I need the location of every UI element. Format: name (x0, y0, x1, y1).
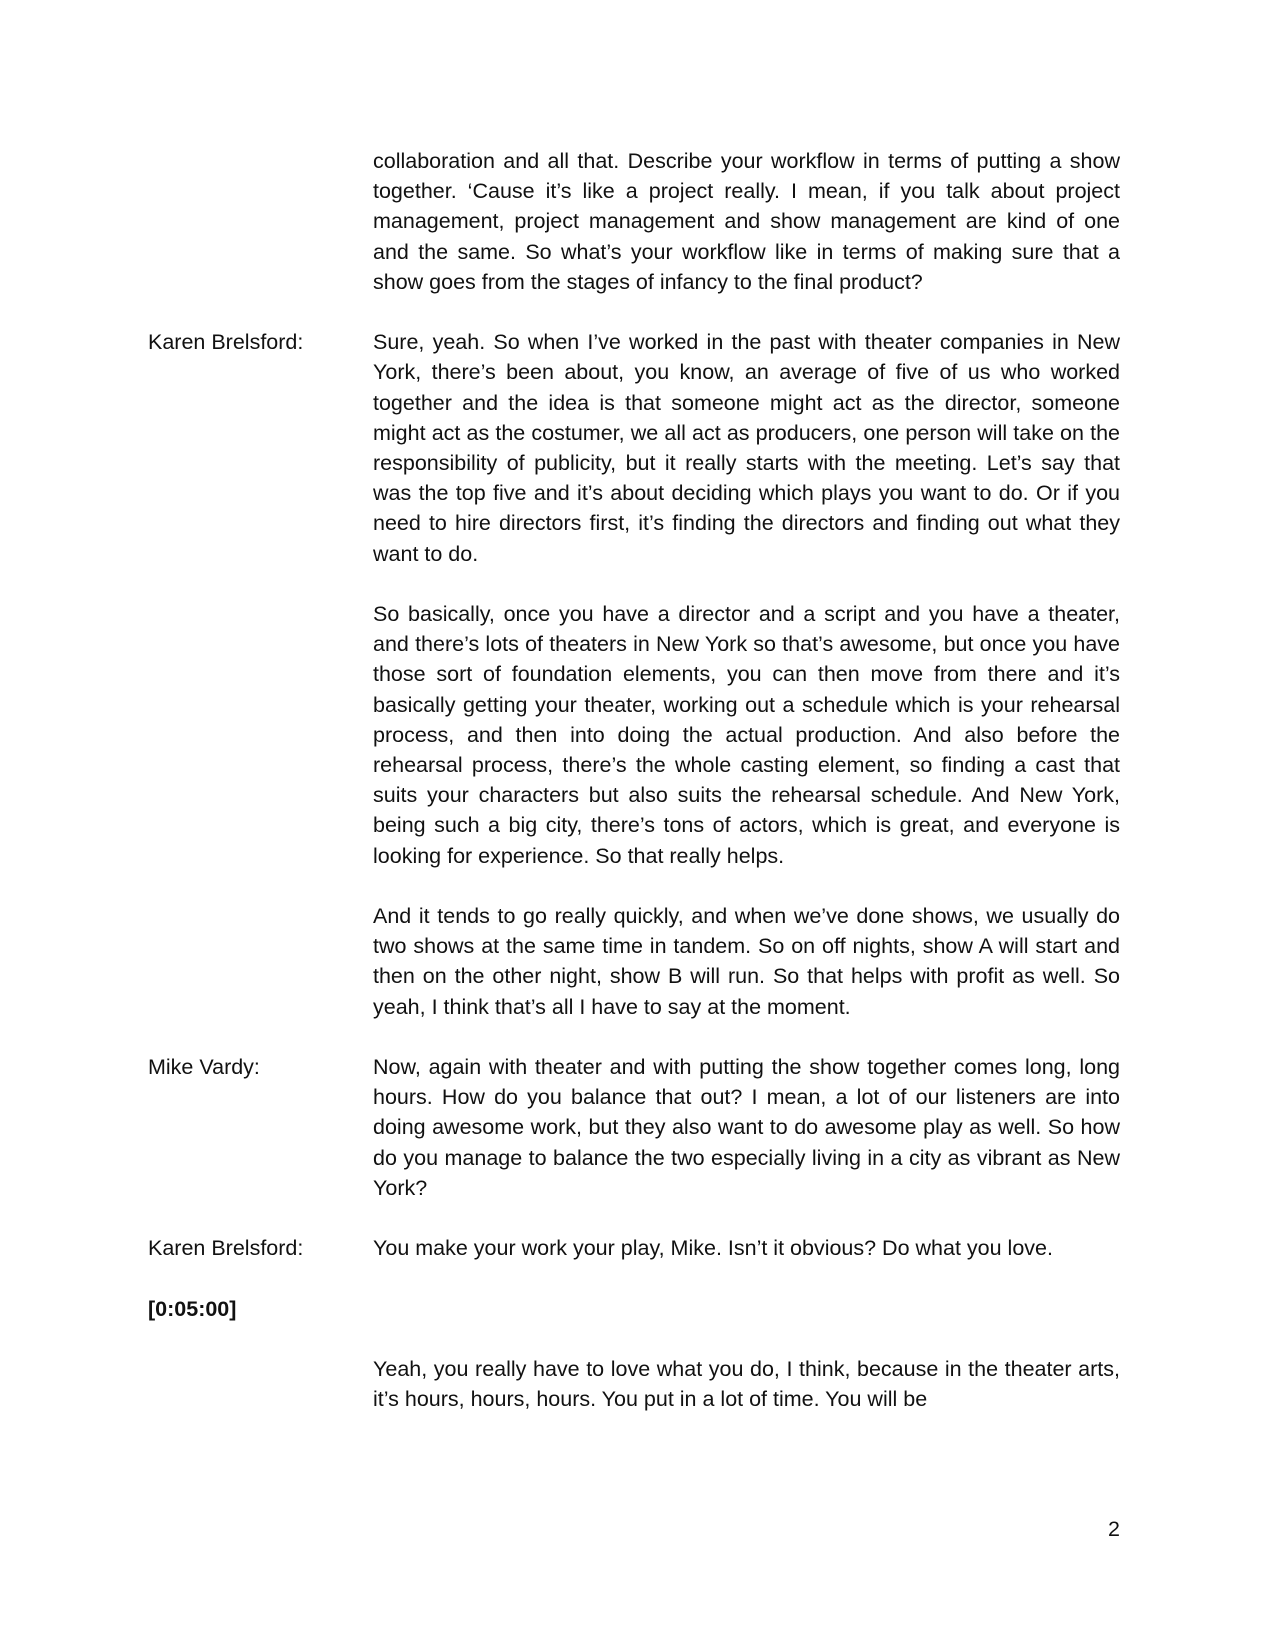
transcript-paragraph: And it tends to go really quickly, and when we’ve done shows, we usually do two shows at the same time in tandem. So on off nights, show A will start and then on the other night, show B will run. So that helps with profit as well. So yeah, I think that’s all I have to say at the moment. (373, 904, 1120, 1019)
transcript-content (373, 146, 1120, 297)
transcript-content (373, 1354, 1120, 1414)
transcript-paragraph: collaboration and all that. Describe your workflow in terms of putting a show together. ‘Cause it’s like a project really. I mean, if you talk about project management, project management and show management are kind of one and the same. So what’s your workflow like in terms of making sure that a show goes from the stages of infancy to the final product? (373, 149, 1120, 294)
block-spacer (148, 297, 1120, 327)
transcript-opening-block (148, 146, 1120, 297)
transcript-content (373, 1052, 1120, 1203)
speaker-label: Karen Brelsford: (148, 330, 304, 355)
speaker-label: Mike Vardy: (148, 1055, 260, 1080)
transcript-paragraph: You make your work your play, Mike. Isn’t it obvious? Do what you love. (373, 1236, 1053, 1261)
transcript-entry-karen-2 (148, 1233, 1120, 1263)
block-spacer (148, 1263, 1120, 1293)
speaker-label: Karen Brelsford: (148, 1236, 304, 1261)
page-number: 2 (1108, 1517, 1120, 1541)
transcript-content (373, 327, 1120, 1022)
timestamp-label: [0:05:00] (148, 1296, 237, 1321)
transcript (148, 146, 1120, 1414)
block-spacer (148, 1203, 1120, 1233)
transcript-paragraph: So basically, once you have a director and a script and you have a theater, and there’s lots of theaters in New York so that’s awesome, but once you have those sort of foundation elements, you can then move from there and it’s basically getting your theater, working out a schedule which is your rehearsal process, and then into doing the actual production. And also before the rehearsal process, there’s the whole casting element, so finding a cast that suits your characters but also suits the rehearsal schedule. And New York, being such a big city, there’s tons of actors, which is great, and everyone is looking for experience. So that really helps. (373, 602, 1120, 868)
timestamp-block (148, 1294, 1120, 1324)
transcript-continuation-block (148, 1354, 1120, 1414)
transcript-paragraph: Yeah, you really have to love what you do, I think, because in the theater arts, it’s hours, hours, hours. You put in a lot of time. You will be (373, 1357, 1120, 1412)
block-spacer (148, 1022, 1120, 1052)
transcript-entry-karen-1 (148, 327, 1120, 1022)
transcript-paragraph: Sure, yeah. So when I’ve worked in the past with theater companies in New York, there’s been about, you know, an average of five of us who worked together and the idea is that someone might act as the director, someone might act as the costumer, we all act as producers, one person will take on the responsibility of publicity, but it really starts with the meeting. Let’s say that was the top five and it’s about deciding which plays you want to do. Or if you need to hire directors first, it’s finding the directors and finding out what they want to do. (373, 330, 1120, 566)
transcript-paragraph: Now, again with theater and with putting the show together comes long, long hours. How do you balance that out? I mean, a lot of our listeners are into doing awesome work, but they also want to do awesome play as well. So how do you manage to balance the two especially living in a city as vibrant as New York? (373, 1055, 1120, 1200)
transcript-entry-mike (148, 1052, 1120, 1203)
block-spacer (148, 1324, 1120, 1354)
transcript-content (373, 1233, 1120, 1263)
